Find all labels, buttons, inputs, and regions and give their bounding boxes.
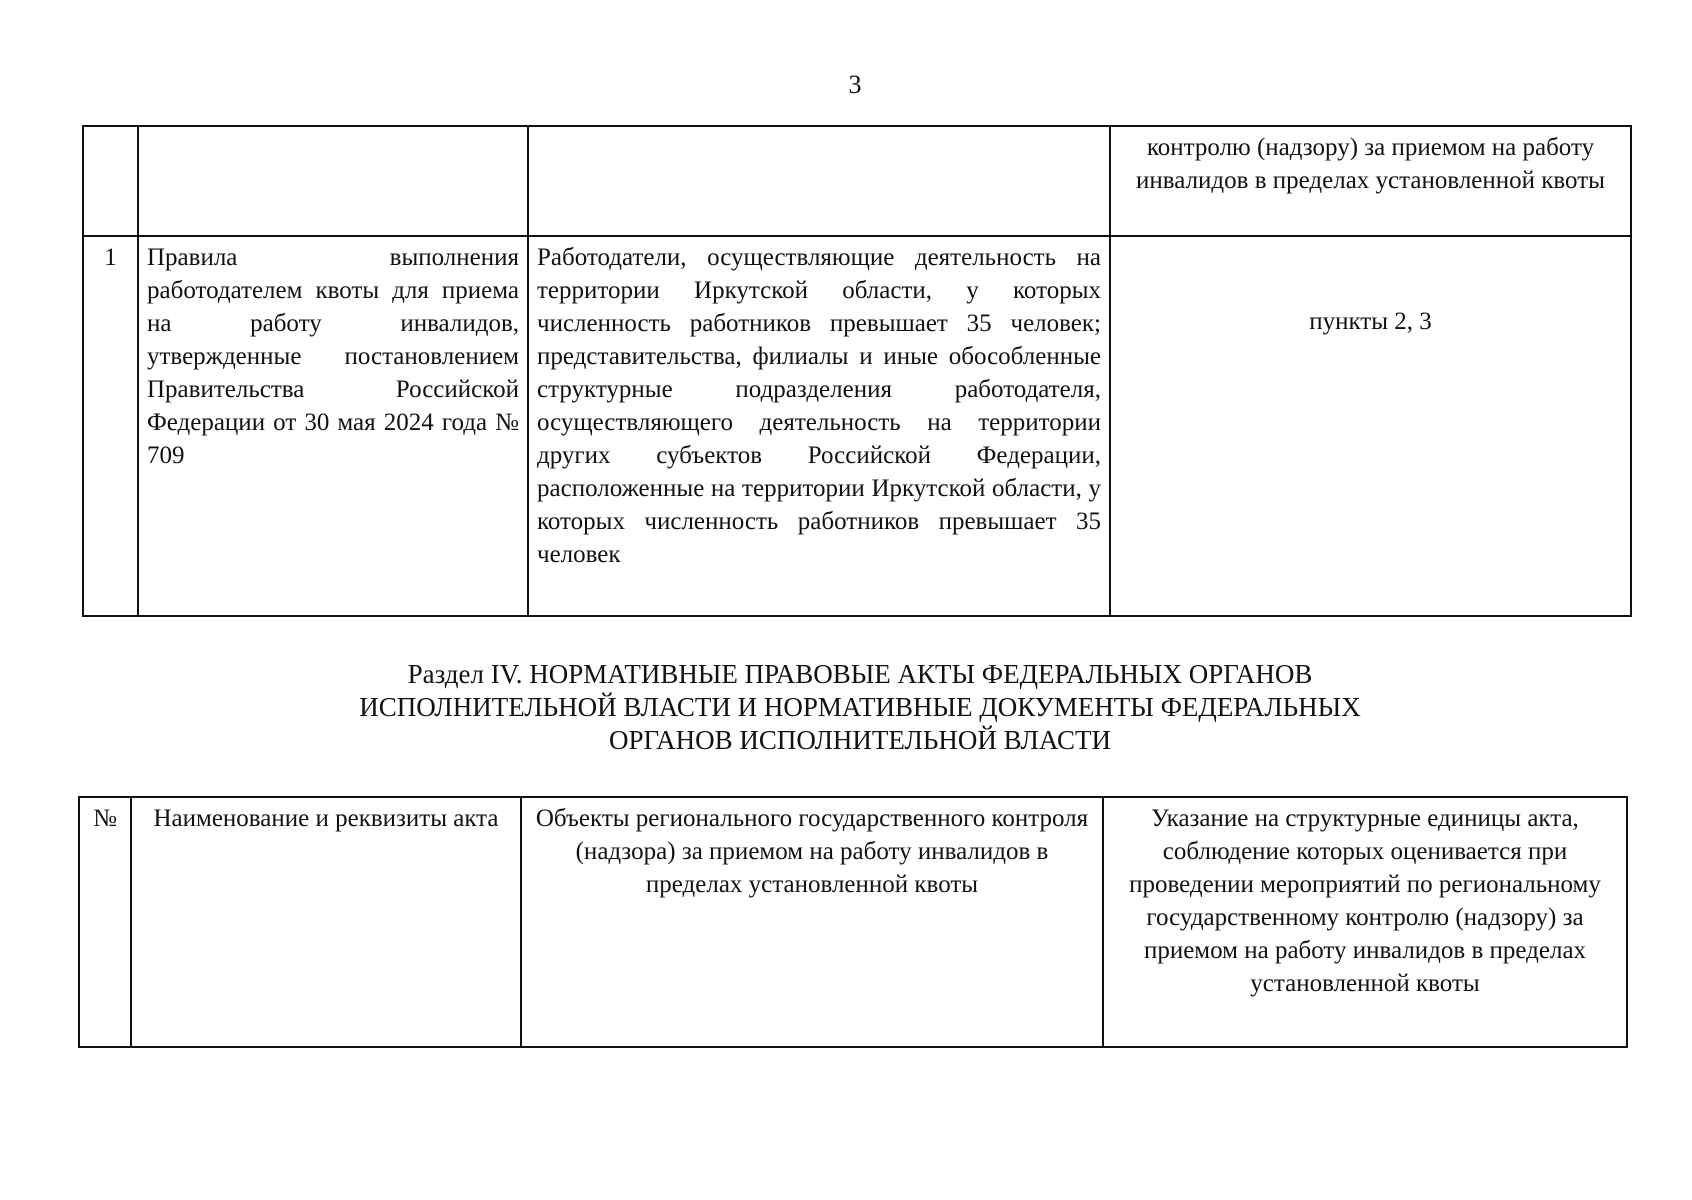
section-heading-line: ОРГАНОВ ИСПОЛНИТЕЛЬНОЙ ВЛАСТИ xyxy=(608,725,1112,755)
section-heading-line: ИСПОЛНИТЕЛЬНОЙ ВЛАСТИ И НОРМАТИВНЫЕ ДОКУМЕНТЫ ФЕДЕРАЛЬНЫХ xyxy=(359,692,1361,722)
cell-row-number: 1 xyxy=(83,236,138,616)
header-control-objects: Объекты регионального государственного контроля (надзора) за приемом на работу инвалидов в пределах установленной квоты xyxy=(521,797,1103,1047)
cell-structural-units: пункты 2, 3 xyxy=(1110,236,1631,616)
cell-act-name: Правила выполнения работодателем квоты для приема на работу инвалидов, утвержденные постановлением Правительства Российской Федерации от 30 мая 2024 года № 709 xyxy=(138,236,528,616)
table-header-row xyxy=(79,797,1627,1047)
section-heading xyxy=(100,658,1620,757)
header-number: № xyxy=(79,797,131,1047)
table-row-continuation xyxy=(83,126,1631,236)
table-row xyxy=(83,236,1631,616)
cell-units-continuation: контролю (надзору) за приемом на работу инвалидов в пределах установленной квоты xyxy=(1110,126,1631,236)
table-section-4 xyxy=(78,796,1628,1048)
cell-act-empty xyxy=(138,126,528,236)
table-section-3-continuation xyxy=(82,125,1632,617)
header-structural-units: Указание на структурные единицы акта, соблюдение которых оценивается при проведении мероприятий по региональному государственному контролю (надзору) за приемом на работу инвалидов в пределах установленной квоты xyxy=(1103,797,1627,1047)
page-number: 3 xyxy=(848,70,862,99)
cell-objects-empty xyxy=(528,126,1110,236)
cell-number-empty xyxy=(83,126,138,236)
cell-control-objects: Работодатели, осуществляющие деятельность на территории Иркутской области, у которых численность работников превышает 35 человек; представительства, филиалы и иные обособленные структурные подразделения работодателя, осуществляющего деятельность на территории других субъектов Российской Федерации, расположенные на территории Иркутской области, у которых численность работников превышает 35 человек xyxy=(528,236,1110,616)
section-heading-line: Раздел IV. НОРМАТИВНЫЕ ПРАВОВЫЕ АКТЫ ФЕДЕРАЛЬНЫХ ОРГАНОВ xyxy=(407,659,1313,689)
header-act-name: Наименование и реквизиты акта xyxy=(131,797,521,1047)
